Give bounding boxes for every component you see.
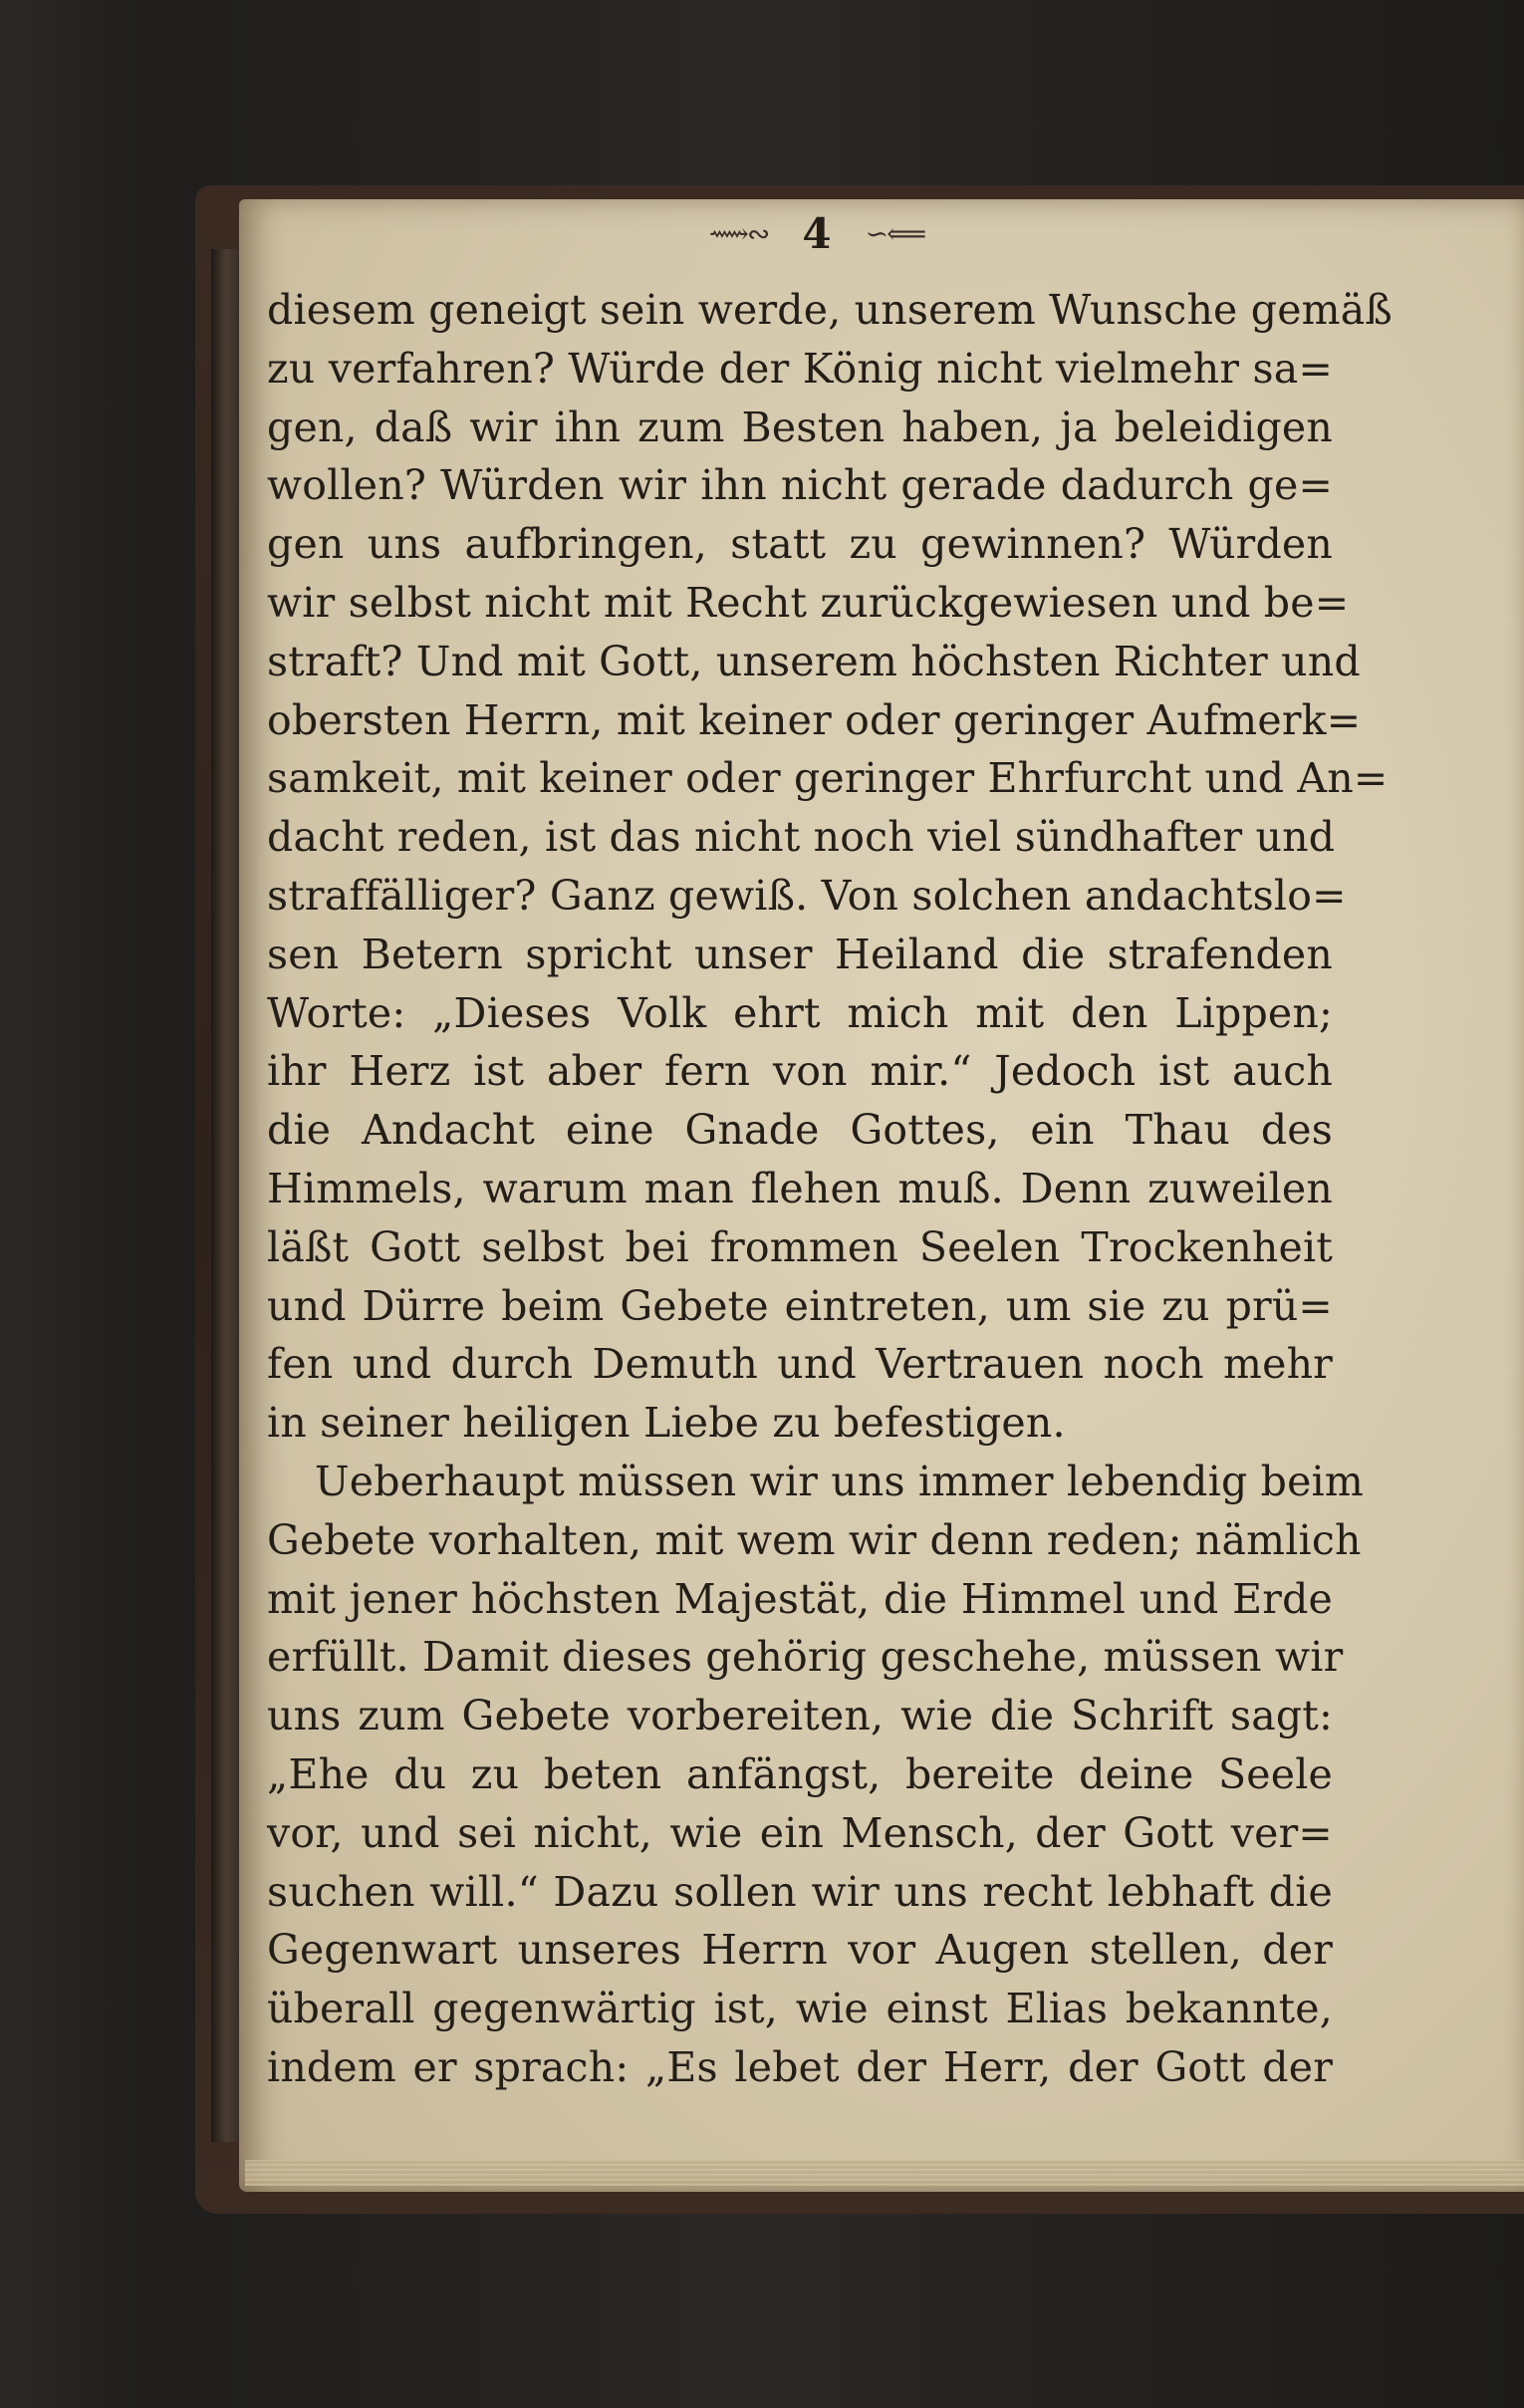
text-line: Worte: „Dieses Volk ehrt mich mit den Lippen; bbox=[267, 988, 1333, 1037]
text-line: samkeit, mit keiner oder geringer Ehrfurcht und An= bbox=[267, 754, 1389, 803]
body-text bbox=[267, 281, 1393, 2097]
text-line: suchen will.“ Dazu sollen wir uns recht lebhaft die bbox=[267, 1867, 1333, 1916]
text-line: die Andacht eine Gnade Gottes, ein Thau des bbox=[267, 1106, 1333, 1155]
page-header bbox=[637, 205, 996, 261]
left-ornament-icon: ⟿∾ bbox=[708, 216, 769, 250]
right-ornament-icon: ∽⟸ bbox=[865, 216, 925, 250]
text-line: und Dürre beim Gebete eintreten, um sie zu prü= bbox=[267, 1281, 1333, 1330]
text-line: Gebete vorhalten, mit wem wir denn reden; nämlich bbox=[267, 1515, 1362, 1564]
text-line: gen, daß wir ihn zum Besten haben, ja beleidigen bbox=[267, 402, 1333, 451]
text-line: diesem geneigt sein werde, unserem Wunsche gemäß bbox=[267, 286, 1393, 334]
text-line: indem er sprach: „Es lebet der Herr, der Gott der bbox=[267, 2042, 1333, 2091]
text-line: straffälliger? Ganz gewiß. Von solchen andachtslo= bbox=[267, 871, 1347, 920]
text-line: mit jener höchsten Majestät, die Himmel und Erde bbox=[267, 1574, 1333, 1623]
text-line: ihr Herz ist aber fern von mir.“ Jedoch ist auch bbox=[267, 1047, 1333, 1096]
text-line: wollen? Würden wir ihn nicht gerade dadurch ge= bbox=[267, 461, 1333, 510]
text-line: obersten Herrn, mit keiner oder geringer Aufmerk= bbox=[267, 695, 1362, 744]
text-line: Himmels, warum man flehen muß. Denn zuweilen bbox=[267, 1164, 1333, 1212]
text-line: straft? Und mit Gott, unserem höchsten Richter und bbox=[267, 637, 1361, 685]
text-line: gen uns aufbringen, statt zu gewinnen? Würden bbox=[267, 520, 1333, 569]
text-line: erfüllt. Damit dieses gehörig geschehe, müssen wir bbox=[267, 1633, 1344, 1682]
text-line: in seiner heiligen Liebe zu befestigen. bbox=[267, 1399, 1066, 1448]
text-line: sen Betern spricht unser Heiland die strafenden bbox=[267, 930, 1333, 978]
text-line: Ueberhaupt müssen wir uns immer lebendig beim bbox=[315, 1457, 1364, 1505]
text-line: überall gegenwärtig ist, wie einst Elias bekannte, bbox=[267, 1985, 1333, 2033]
text-line: zu verfahren? Würde der König nicht vielmehr sa= bbox=[267, 344, 1333, 393]
text-line: vor, und sei nicht, wie ein Mensch, der Gott ver= bbox=[267, 1808, 1333, 1857]
text-line: dacht reden, ist das nicht noch viel sündhafter und bbox=[267, 813, 1336, 862]
text-line: läßt Gott selbst bei frommen Seelen Trockenheit bbox=[267, 1222, 1333, 1271]
page-number: 4 bbox=[802, 208, 832, 258]
page-edge bbox=[245, 2160, 1524, 2186]
text-line: uns zum Gebete vorbereiten, wie die Schrift sagt: bbox=[267, 1692, 1333, 1740]
text-line: „Ehe du zu beten anfängst, bereite deine Seele bbox=[267, 1749, 1333, 1798]
text-line: Gegenwart unseres Herrn vor Augen stellen, der bbox=[267, 1926, 1333, 1975]
text-line: fen und durch Demuth und Vertrauen noch mehr bbox=[267, 1340, 1333, 1389]
text-line: wir selbst nicht mit Recht zurückgewiesen und be= bbox=[267, 578, 1350, 627]
